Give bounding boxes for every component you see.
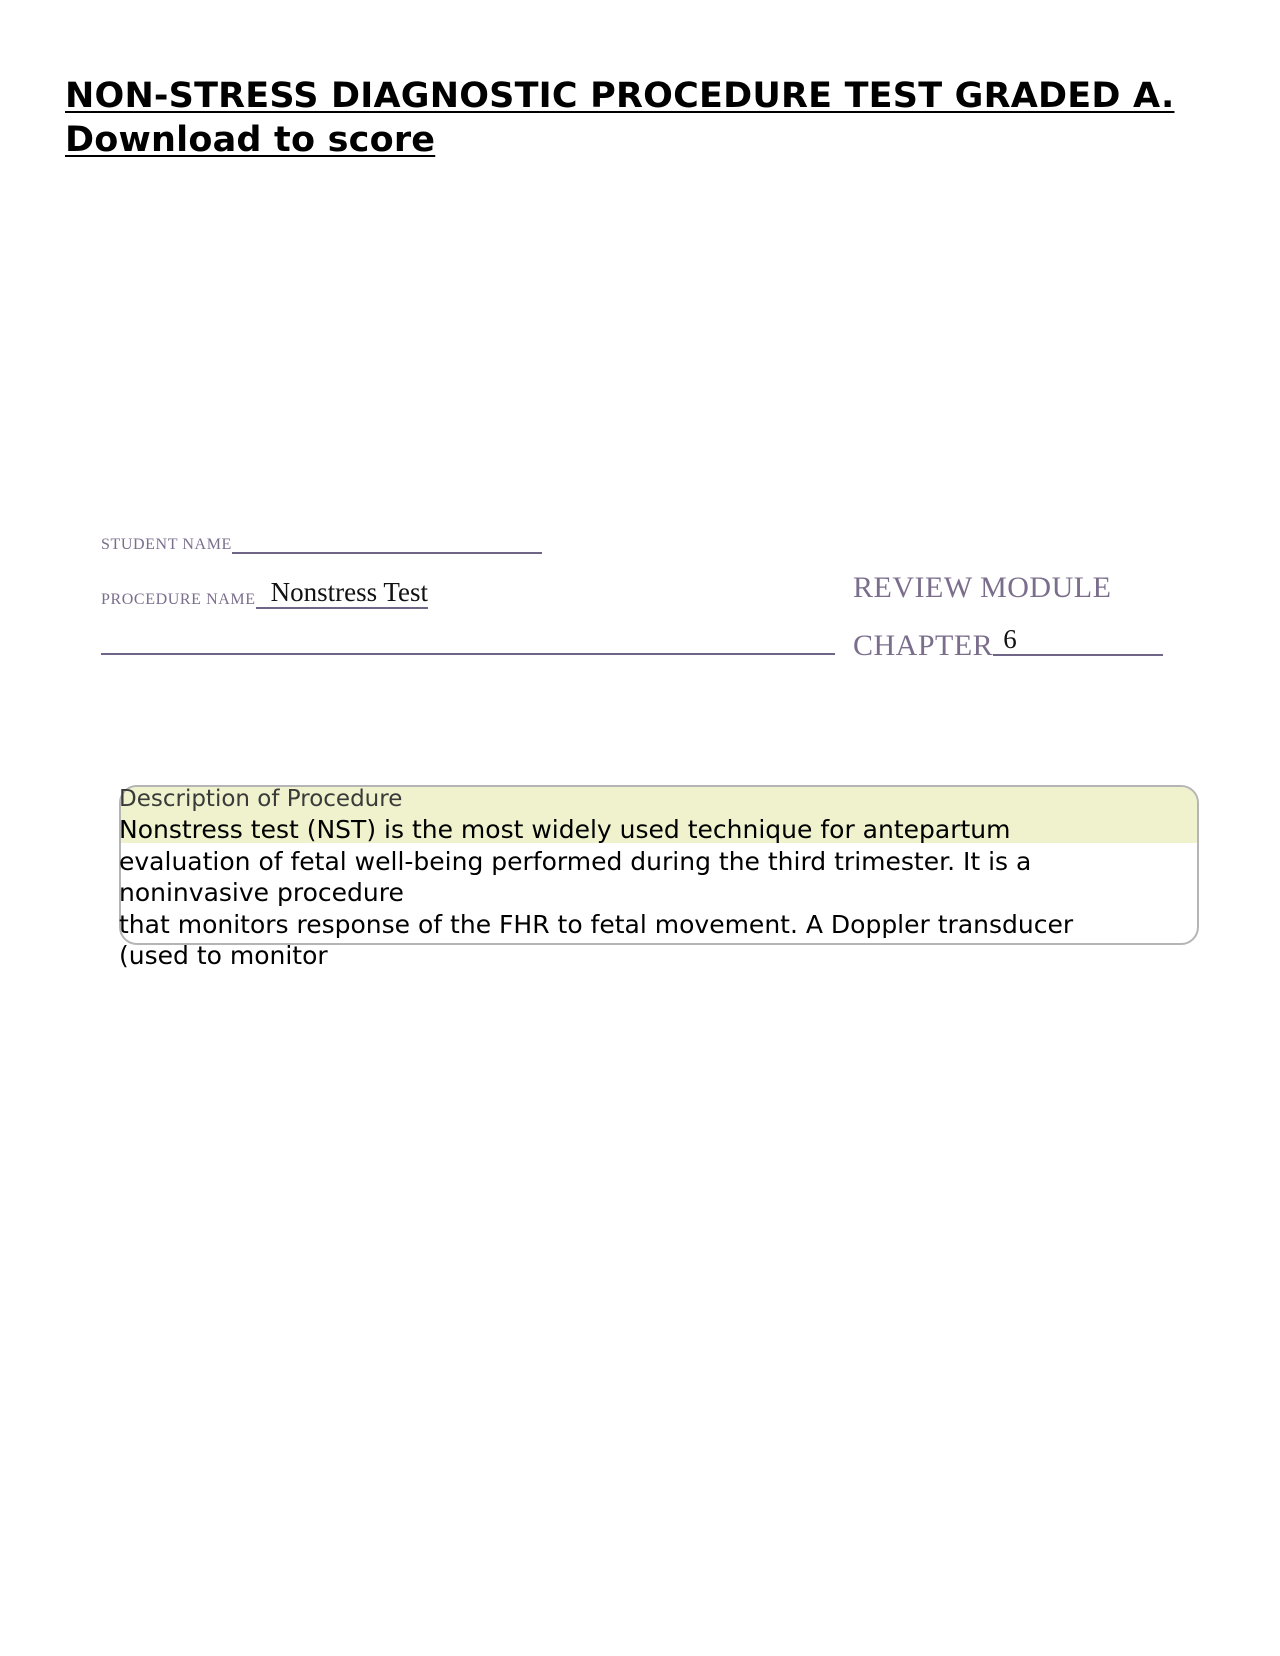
student-name-label: STUDENT NAME <box>101 536 232 553</box>
description-heading: Description of Procedure <box>119 786 403 812</box>
chapter-label: CHAPTER <box>853 629 994 662</box>
chapter-value[interactable]: 6 <box>993 624 1163 656</box>
description-text: Nonstress test (NST) is the most widely used technique for antepartum evaluation of fetal well-being performed during the third trimester. It is a noninvasive procedure that monitors response of the FHR to fetal movement. A Doppler transducer (used to monitor <box>119 815 1074 970</box>
chapter-field <box>853 624 1163 664</box>
procedure-name-field <box>101 575 428 609</box>
description-content <box>119 784 1209 972</box>
student-name-input-line[interactable] <box>232 532 542 554</box>
student-name-field <box>101 532 542 554</box>
review-module-label: REVIEW MODULE <box>853 571 1112 604</box>
document-title: NON-STRESS DIAGNOSTIC PROCEDURE TEST GRADED A. Download to score <box>65 76 1175 160</box>
form-divider-line <box>101 653 835 655</box>
procedure-name-label: PROCEDURE NAME <box>101 591 256 608</box>
procedure-name-value[interactable]: Nonstress Test <box>256 577 428 609</box>
